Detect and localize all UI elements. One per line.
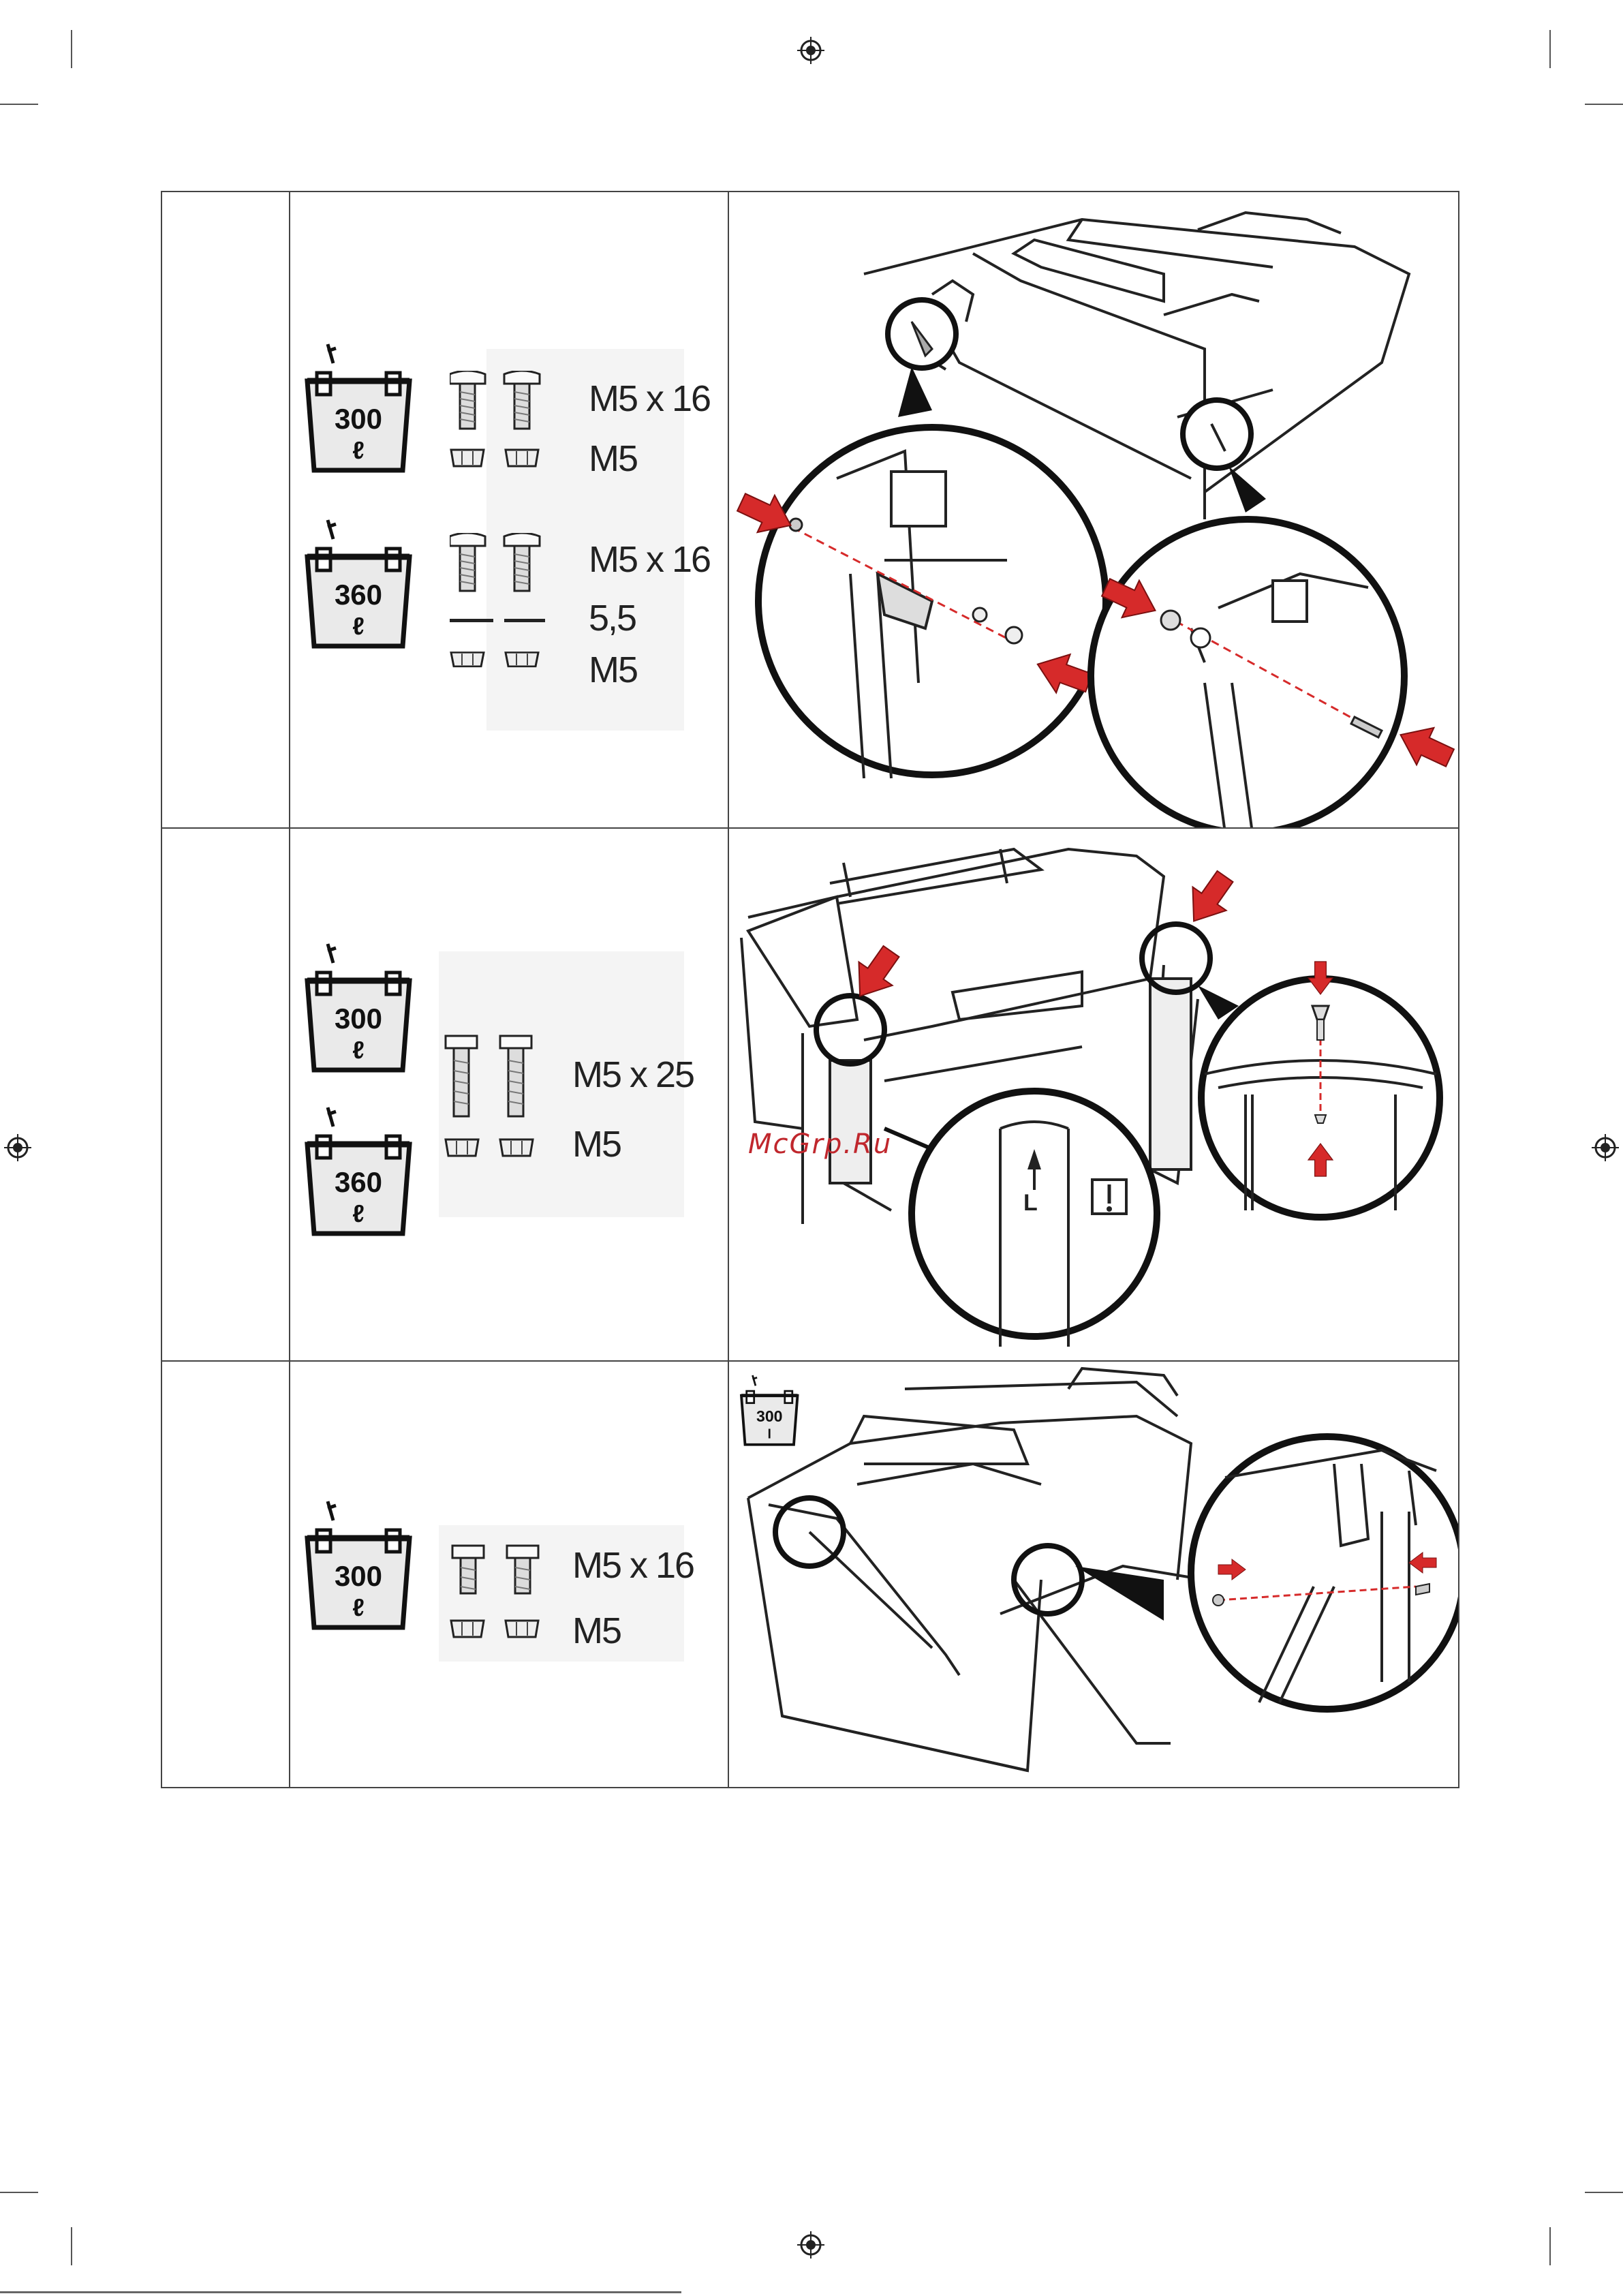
crop-mark xyxy=(1585,104,1623,105)
bag-capacity: 300 xyxy=(334,403,383,435)
parts-cell xyxy=(289,192,729,827)
crop-mark xyxy=(1549,2227,1551,2265)
step-number-cell xyxy=(162,829,290,1360)
bag-capacity: 300 xyxy=(334,1560,383,1592)
grass-bag-icon xyxy=(304,1104,413,1240)
carriage-bolt-icon xyxy=(450,533,545,594)
bag-capacity: 300 xyxy=(334,1002,383,1035)
assembly-steps-table xyxy=(161,191,1459,1788)
registration-mark-icon xyxy=(797,2231,824,2259)
grass-bag-icon xyxy=(304,341,413,477)
frame-assembly-illustration xyxy=(728,192,1458,827)
nut-size-label: M5 xyxy=(572,1610,621,1651)
washer-size-label: 5,5 xyxy=(589,598,636,639)
bag-capacity: 360 xyxy=(334,579,383,611)
bag-unit: ℓ xyxy=(352,1036,365,1064)
registration-mark-icon xyxy=(4,1134,31,1161)
nut-icon xyxy=(450,446,545,473)
bag-unit: ℓ xyxy=(352,1593,365,1621)
washer-icon xyxy=(450,616,545,627)
bottom-rule xyxy=(0,2291,681,2293)
illustration-cell xyxy=(728,829,1458,1360)
crop-mark xyxy=(0,104,38,105)
crop-mark xyxy=(71,2227,72,2265)
nut-size-label: M5 xyxy=(572,1124,621,1165)
bag-unit: ℓ xyxy=(352,1199,365,1227)
registration-mark-icon xyxy=(797,37,824,64)
crop-mark xyxy=(0,2192,38,2193)
assembly-step-1 xyxy=(162,192,1458,829)
nut-icon xyxy=(450,650,545,673)
bolt-size-label: M5 x 16 xyxy=(589,378,711,419)
nut-size-label: M5 xyxy=(589,438,638,479)
svg-text:l: l xyxy=(767,1426,772,1442)
nut-icon xyxy=(444,1135,540,1163)
hex-bolt-icon xyxy=(443,1033,538,1122)
bag-unit: ℓ xyxy=(352,436,365,464)
watermark: McGrp.Ru xyxy=(748,1129,893,1160)
orientation-mark: L xyxy=(1023,1190,1038,1216)
parts-cell xyxy=(289,1362,729,1788)
grass-bag-icon xyxy=(304,940,413,1077)
svg-text:300: 300 xyxy=(756,1407,783,1426)
step-number-cell xyxy=(162,1362,290,1788)
illustration-cell xyxy=(728,192,1458,827)
illustration-cell xyxy=(728,1362,1458,1788)
bag-frame-legs-illustration xyxy=(728,829,1458,1360)
grass-bag-icon xyxy=(304,517,413,653)
parts-cell xyxy=(289,829,729,1360)
crop-mark xyxy=(1585,2192,1623,2193)
hex-bolt-icon xyxy=(450,1543,545,1597)
grass-bag-badge-icon xyxy=(741,1375,798,1445)
grass-bag-icon xyxy=(304,1498,413,1634)
nut-size-label: M5 xyxy=(589,649,638,690)
registration-mark-icon xyxy=(1592,1134,1619,1161)
carriage-bolt-icon xyxy=(450,371,545,432)
crop-mark xyxy=(1549,30,1551,68)
bag-unit: ℓ xyxy=(352,612,365,640)
bolt-size-label: M5 x 16 xyxy=(572,1545,694,1586)
bolt-size-label: M5 x 25 xyxy=(572,1054,694,1095)
assembly-step-2 xyxy=(162,829,1458,1362)
nut-icon xyxy=(450,1617,545,1644)
assembly-step-3 xyxy=(162,1362,1458,1788)
bag-capacity: 360 xyxy=(334,1166,383,1198)
step-number-cell xyxy=(162,192,290,827)
bolt-size-label: M5 x 16 xyxy=(589,539,711,580)
bag-frame-braces-illustration xyxy=(728,1362,1458,1787)
crop-mark xyxy=(71,30,72,68)
